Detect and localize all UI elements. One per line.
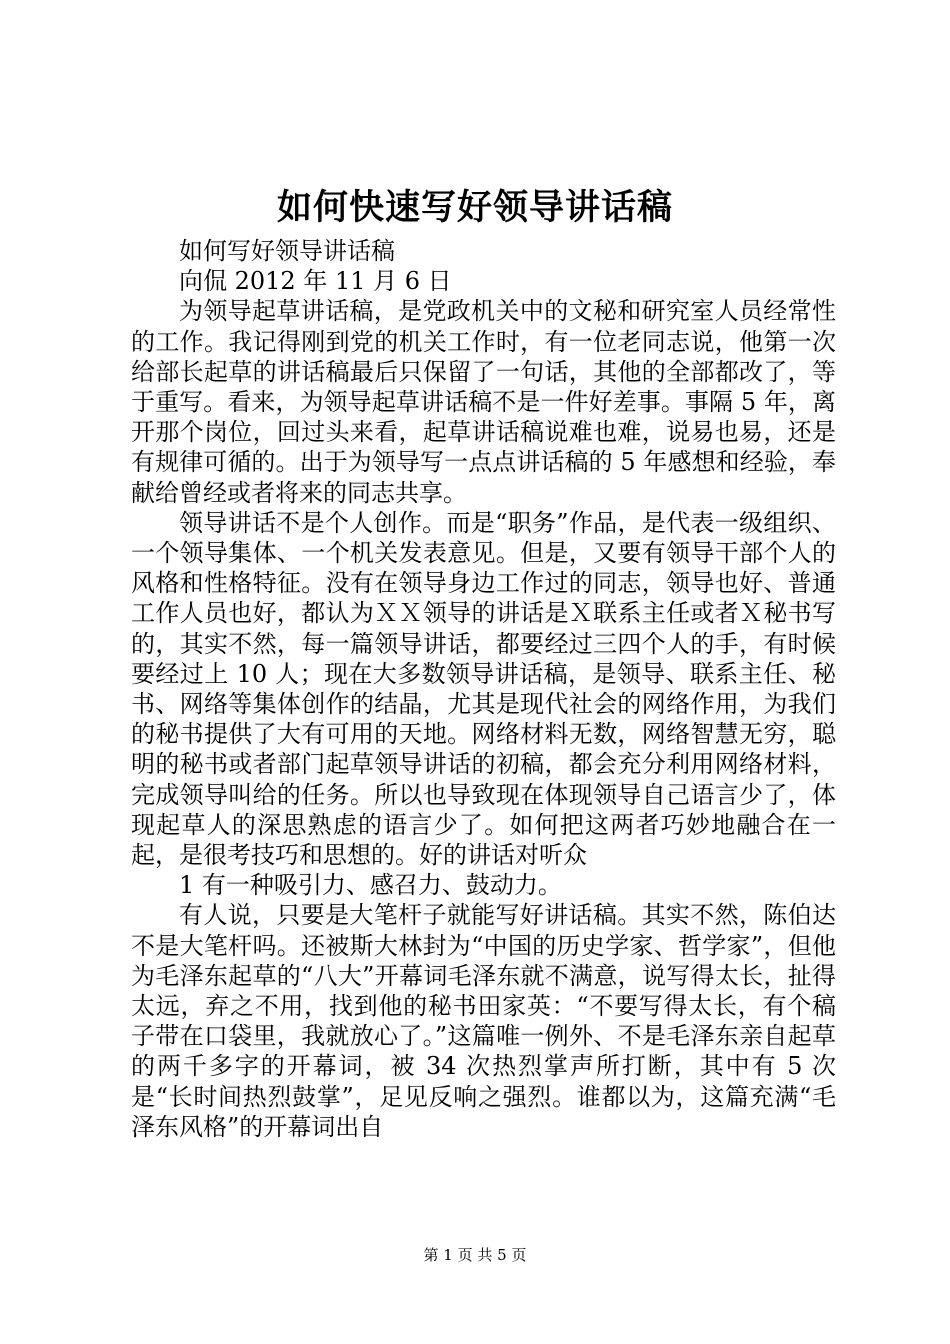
paragraph-intro: 为领导起草讲话稿，是党政机关中的文秘和研究室人员经常性的工作。我记得刚到党的机关工作时，有一位老同志说，他第一次给部长起草的讲话稿最后只保留了一句话，其他的全部都改了，等于重写。看来，为领导起草讲话稿不是一件好差事。事隔 5 年，离开那个岗位，回过头来看，起草讲话稿说难也难，说易也易，还是有规律可循的。出于为领导写一点点讲话稿的 5 年感想和经验，奉献给曾经或者将来的同志共享。 <box>131 297 836 507</box>
paragraph-point-one: 1 有一种吸引力、感召力、鼓动力。 <box>179 871 562 900</box>
page-footer: 第 1 页 共 5 页 <box>423 1246 527 1264</box>
document-body <box>131 236 836 1142</box>
paragraph-example: 有人说，只要是大笔杆子就能写好讲话稿。其实不然，陈伯达不是大笔杆吗。还被斯大林封为“中国的历史学家、哲学家”，但他为毛泽东起草的“八大”开幕词毛泽东就不满意，说写得太长，扯得太远，弃之不用，找到他的秘书田家英：“不要写得太长，有个稿子带在口袋里，我就放心了。”这篇唯一例外、不是毛泽东亲自起草的两千多字的开幕词，被 34 次热烈掌声所打断，其中有 5 次是“长时间热烈鼓掌”，足见反响之强烈。谁都以为，这篇充满“毛泽东风格”的开幕词出自 <box>131 901 836 1141</box>
paragraph-collective-work: 领导讲话不是个人创作。而是“职务”作品，是代表一级组织、一个领导集体、一个机关发表意见。但是，又要有领导干部个人的风格和性格特征。没有在领导身边工作过的同志，领导也好、普通工作人员也好，都认为ＸＸ领导的讲话是Ｘ联系主任或者Ｘ秘书写的，其实不然，每一篇领导讲话，都要经过三四个人的手，有时候要经过上 10 人；现在大多数领导讲话稿，是领导、联系主任、秘书、网络等集体创作的结晶，尤其是现代社会的网络作用，为我们的秘书提供了大有可用的天地。网络材料无数，网络智慧无穷，聪明的秘书或者部门起草领导讲话的初稿，都会充分利用网络材料，完成领导叫给的任务。所以也导致现在体现领导自己语言少了，体现起草人的深思熟虑的语言少了。如何把这两者巧妙地融合在一起，是很考技巧和思想的。好的讲话对听众 <box>131 508 836 870</box>
paragraph-author-date: 向侃 2012 年 11 月 6 日 <box>179 267 452 296</box>
document-title: 如何快速写好领导讲话稿 <box>276 187 673 228</box>
paragraph-subtitle: 如何写好领导讲话稿 <box>179 237 395 265</box>
